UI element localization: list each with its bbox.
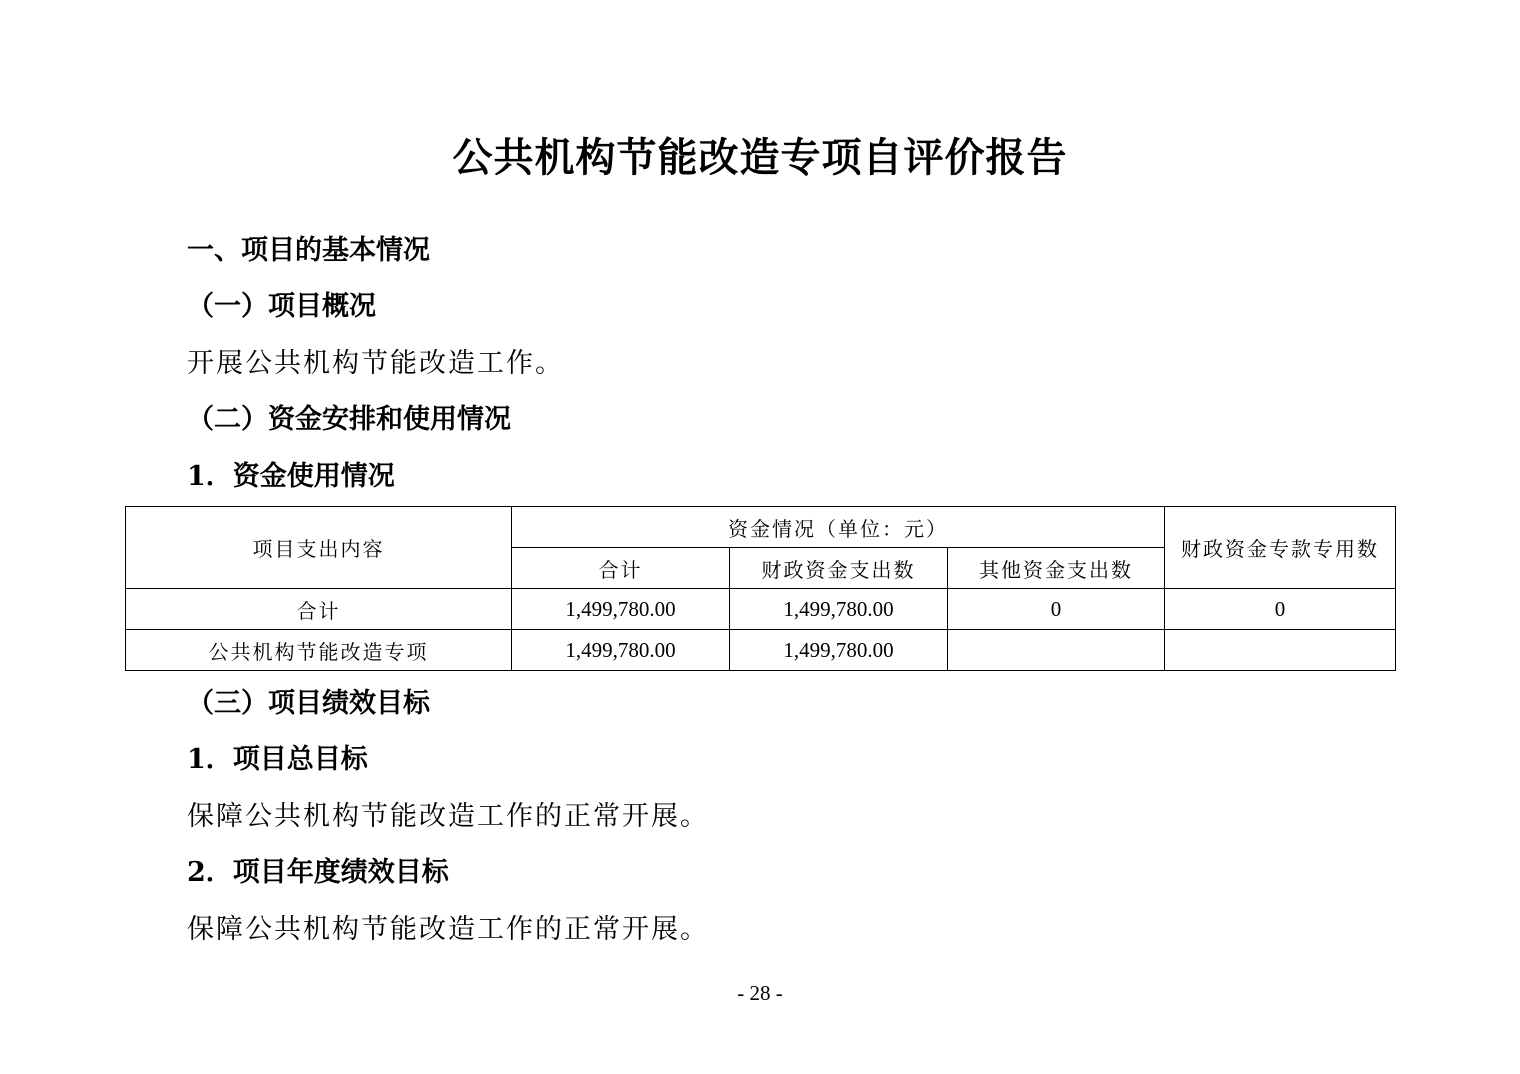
cell-special: [1165, 630, 1396, 671]
item-heading-annual-goal: 2．项目年度绩效目标: [187, 857, 449, 888]
fund-usage-table: [125, 506, 1396, 671]
cell-fiscal: 1,499,780.00: [730, 589, 948, 630]
cell-content: 合计: [126, 589, 512, 630]
table-row: [126, 589, 1396, 630]
document-title: 公共机构节能改造专项自评价报告: [452, 134, 1068, 181]
overview-text: 开展公共机构节能改造工作。: [187, 348, 564, 379]
item-heading-overall-goal: 1．项目总目标: [187, 744, 368, 775]
cell-total: 1,499,780.00: [512, 589, 730, 630]
annual-goal-text: 保障公共机构节能改造工作的正常开展。: [187, 914, 709, 945]
cell-total: 1,499,780.00: [512, 630, 730, 671]
header-total: 合计: [512, 548, 730, 589]
subsection-heading-overview: （一）项目概况: [187, 291, 376, 322]
header-funds-group: 资金情况（单位：元）: [512, 507, 1165, 548]
subsection-heading-performance-goals: （三）项目绩效目标: [187, 688, 430, 719]
table-header-row: [126, 507, 1396, 548]
header-fiscal: 财政资金支出数: [730, 548, 948, 589]
header-special: 财政资金专款专用数: [1165, 507, 1396, 589]
table-row: [126, 630, 1396, 671]
item-heading-fund-usage: 1．资金使用情况: [187, 461, 395, 492]
cell-other: [948, 630, 1165, 671]
section-heading-basic-info: 一、项目的基本情况: [187, 235, 430, 266]
cell-fiscal: 1,499,780.00: [730, 630, 948, 671]
header-content: 项目支出内容: [126, 507, 512, 589]
cell-special: 0: [1165, 589, 1396, 630]
cell-other: 0: [948, 589, 1165, 630]
page-number: - 28 -: [737, 981, 783, 1005]
subsection-heading-funds: （二）资金安排和使用情况: [187, 404, 511, 435]
header-other: 其他资金支出数: [948, 548, 1165, 589]
overall-goal-text: 保障公共机构节能改造工作的正常开展。: [187, 801, 709, 832]
cell-content: 公共机构节能改造专项: [126, 630, 512, 671]
